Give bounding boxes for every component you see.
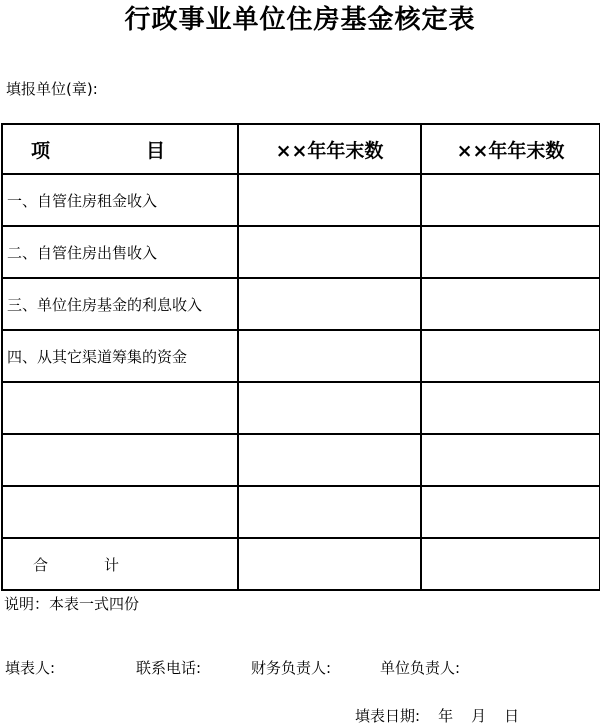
- total-row: [2, 538, 600, 590]
- row-label: [2, 486, 238, 538]
- date-month: 月: [471, 707, 487, 725]
- table-header-row: [2, 124, 600, 174]
- note-text: 说明：本表一式四份: [4, 595, 140, 613]
- filler-signature-label: 填表人:: [5, 659, 56, 677]
- row-value-col2[interactable]: [421, 434, 600, 486]
- page-title: 行政事业单位住房基金核定表: [124, 5, 476, 35]
- table-row: [2, 226, 600, 278]
- row-label: 四、从其它渠道筹集的资金: [2, 330, 238, 382]
- header-item-cell: [2, 124, 238, 174]
- row-value-col2[interactable]: [421, 174, 600, 226]
- row-value-col2[interactable]: [421, 226, 600, 278]
- total-value-col1[interactable]: [238, 538, 421, 590]
- table-row: [2, 174, 600, 226]
- row-value-col1[interactable]: [238, 226, 421, 278]
- total-label-cell: [2, 538, 238, 590]
- header-item-right: 目: [145, 139, 165, 162]
- row-label: [2, 434, 238, 486]
- header-col1: ××年年末数: [238, 124, 421, 174]
- table-row: [2, 278, 600, 330]
- table-row: [2, 330, 600, 382]
- row-value-col1[interactable]: [238, 382, 421, 434]
- filler-unit-label: 填报单位(章):: [6, 80, 98, 98]
- phone-label: 联系电话:: [136, 659, 202, 677]
- row-label: 三、单位住房基金的利息收入: [2, 278, 238, 330]
- row-value-col1[interactable]: [238, 486, 421, 538]
- unit-head-label: 单位负责人:: [380, 659, 461, 677]
- fill-date: [355, 706, 519, 726]
- row-value-col2[interactable]: [421, 330, 600, 382]
- row-value-col2[interactable]: [421, 278, 600, 330]
- row-value-col1[interactable]: [238, 174, 421, 226]
- total-value-col2[interactable]: [421, 538, 600, 590]
- verification-table: [1, 123, 600, 591]
- finance-head-label: 财务负责人:: [251, 659, 332, 677]
- header-col2: ××年年末数: [421, 124, 600, 174]
- row-value-col1[interactable]: [238, 330, 421, 382]
- row-value-col2[interactable]: [421, 382, 600, 434]
- table-row: [2, 434, 600, 486]
- total-label-left: 合: [33, 555, 49, 574]
- row-value-col1[interactable]: [238, 434, 421, 486]
- row-label: 一、自管住房租金收入: [2, 174, 238, 226]
- total-label-right: 计: [103, 555, 119, 574]
- row-label: 二、自管住房出售收入: [2, 226, 238, 278]
- date-label: 填表日期:: [355, 707, 421, 725]
- row-value-col2[interactable]: [421, 486, 600, 538]
- date-year: 年: [438, 707, 454, 725]
- header-item-left: 项: [31, 139, 51, 162]
- date-day: 日: [504, 707, 520, 725]
- table-row: [2, 382, 600, 434]
- row-value-col1[interactable]: [238, 278, 421, 330]
- table-row: [2, 486, 600, 538]
- row-label: [2, 382, 238, 434]
